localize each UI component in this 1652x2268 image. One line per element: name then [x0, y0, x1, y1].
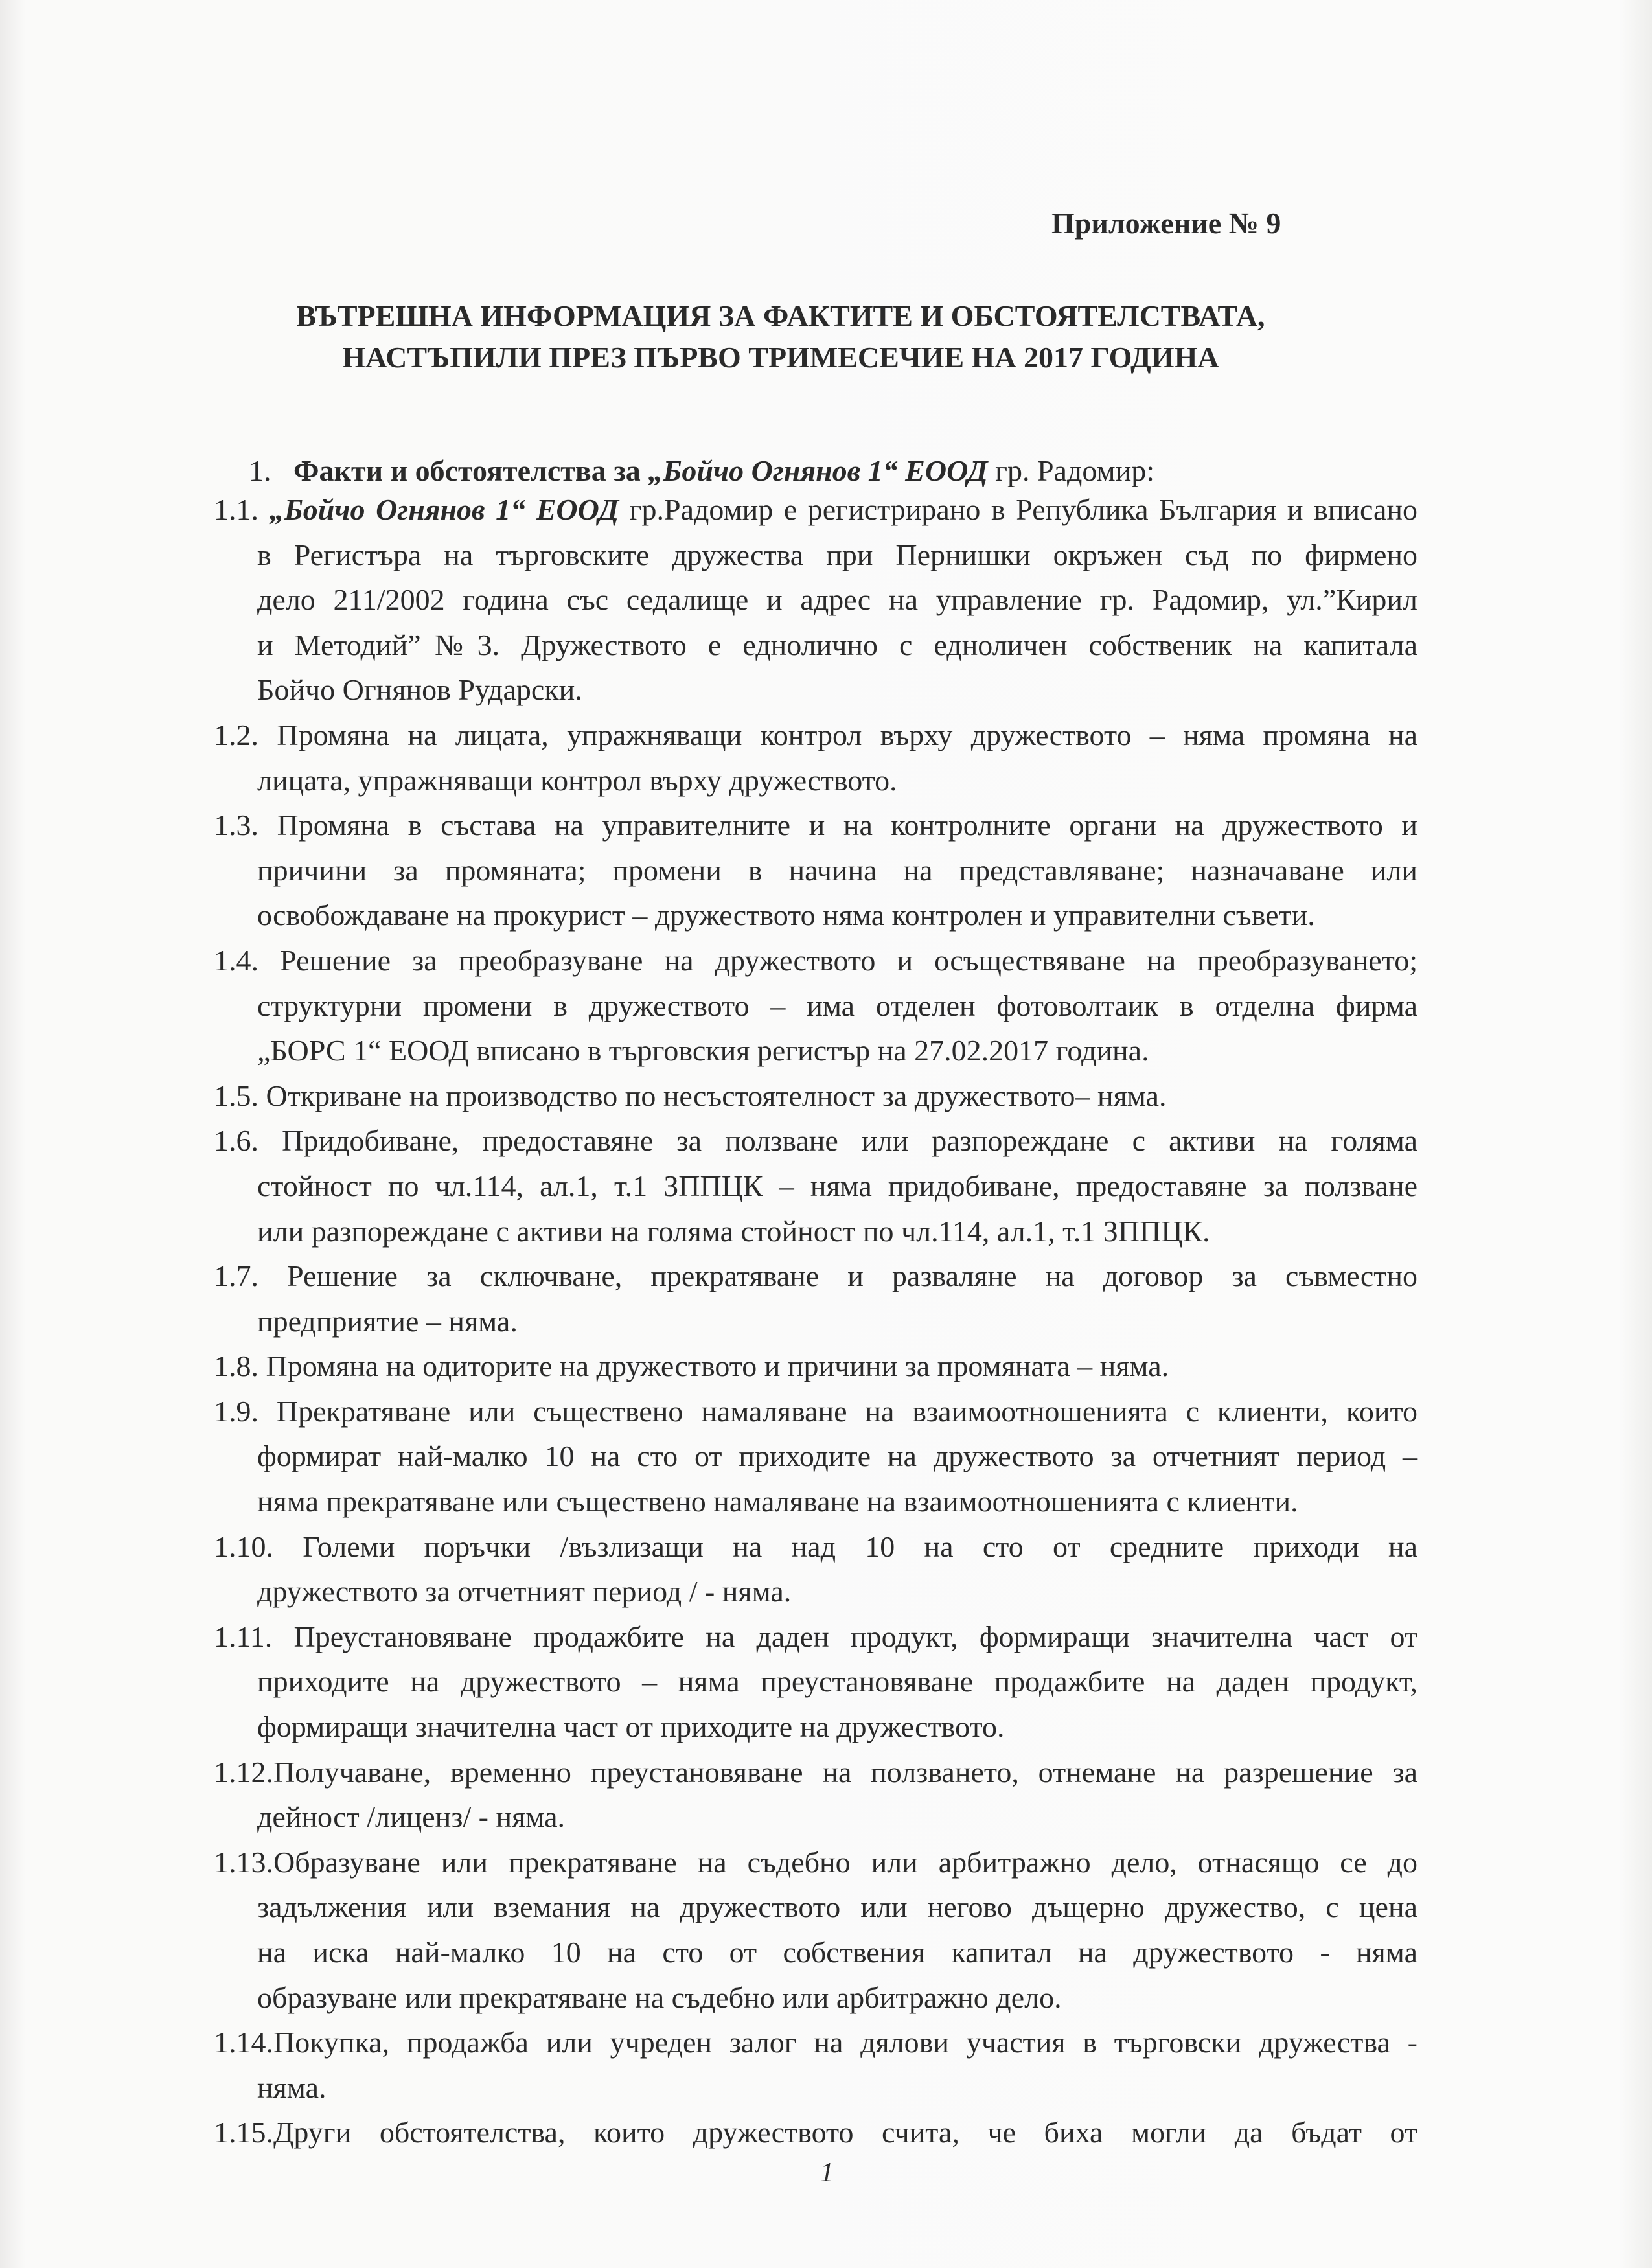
item-line [214, 1254, 1417, 1299]
item-line [257, 1163, 1417, 1209]
list-item [214, 1750, 1417, 1840]
item-line [257, 1028, 1417, 1073]
list-item [214, 938, 1417, 1073]
list-item [214, 487, 1417, 713]
item-line [257, 1975, 1417, 2021]
item-line [257, 848, 1417, 893]
item-line [257, 893, 1417, 938]
item-text: задължения или вземания на дружеството или негово дъщерно дружество, с цена [257, 1890, 1417, 1924]
item-line [257, 1704, 1417, 1750]
item-text: Промяна на лицата, упражняващи контрол върху дружеството – няма промяна на [277, 718, 1417, 751]
company-name: „Бойчо Огнянов 1“ ЕООД [269, 493, 619, 526]
item-line [257, 1884, 1417, 1930]
item-line [214, 803, 1417, 848]
item-line [257, 2065, 1417, 2111]
item-text: дейност /лиценз/ - няма. [257, 1800, 565, 1834]
list-item [214, 1389, 1417, 1524]
item-text: Прекратяване или съществено намаляване на взаимоотношенията с клиенти, които [276, 1394, 1418, 1428]
item-line [257, 1794, 1417, 1840]
title-line: ВЪТРЕШНА ИНФОРМАЦИЯ ЗА ФАКТИТЕ И ОБСТОЯТЕЛСТВАТА, [296, 299, 1265, 332]
item-text: структурни промени в дружеството – има отделен фотоволтаик в отделна фирма [257, 989, 1417, 1022]
item-text: формиращи значителна част от приходите на дружеството. [257, 1710, 1005, 1744]
item-text: предприятие – няма. [257, 1304, 518, 1338]
item-line [214, 1524, 1417, 1570]
item-line [214, 1389, 1417, 1434]
item-number: 1.3. [214, 808, 277, 842]
item-text: дружеството за отчетният период / - няма. [257, 1575, 792, 1609]
item-text: дело 211/2002 година със седалище и адрес на управление гр. Радомир, ул.”Кирил [257, 583, 1417, 617]
item-number: 1.2. [214, 718, 277, 751]
item-number: 1.4. [214, 943, 281, 977]
item-text: Придобиване, предоставяне за ползване или разпореждане с активи на голяма [282, 1124, 1417, 1158]
annex-label: Приложение № 9 [1051, 207, 1281, 240]
item-line [257, 1299, 1417, 1344]
item-text: няма прекратяване или съществено намаляване на взаимоотношенията с клиенти. [257, 1485, 1298, 1518]
document-title [0, 295, 1561, 378]
item-text: или разпореждане с активи на голяма стойност по чл.114, ал.1, т.1 ЗППЦК. [257, 1214, 1210, 1248]
item-line [214, 487, 1417, 533]
list-item [214, 803, 1417, 938]
item-number: 1.9. [214, 1394, 277, 1428]
item-text: лицата, упражняващи контрол върху дружеството. [257, 763, 897, 797]
item-line [214, 1118, 1417, 1163]
item-text: гр.Радомир е регистрирано в Република България и вписано [619, 493, 1418, 526]
item-text: освобождаване на прокурист – дружеството няма контролен и управителни съвети. [257, 899, 1315, 932]
item-text: Промяна на одиторите на дружеството и причини за промяната – няма. [266, 1349, 1169, 1383]
item-number: 1.6. [214, 1124, 282, 1158]
item-text: Други обстоятелства, които дружеството счита, че биха могли да бъдат от [273, 2116, 1417, 2149]
title-line: НАСТЪПИЛИ ПРЕЗ ПЪРВО ТРИМЕСЕЧИЕ НА 2017 ГОДИНА [342, 341, 1219, 374]
item-number: 1.5. [214, 1079, 266, 1112]
list-item [214, 1524, 1417, 1614]
item-number: 1.13. [214, 1845, 273, 1879]
item-line [257, 1479, 1417, 1524]
item-number: 1.10. [214, 1529, 303, 1563]
item-line [257, 1659, 1417, 1704]
item-text: Образуване или прекратяване на съдебно или арбитражно дело, отнасящо се до [273, 1845, 1417, 1879]
item-text: и Методий”№3. Дружеството е еднолично с едноличен собственик на капитала [257, 628, 1417, 661]
item-line [214, 1073, 1417, 1119]
item-line [257, 623, 1417, 668]
list-item [214, 1118, 1417, 1254]
item-line [214, 2110, 1417, 2155]
item-text: в Регистъра на търговските дружества при Пернишки окръжен съд по фирмено [257, 538, 1417, 571]
item-number: 1.7. [214, 1259, 288, 1293]
item-line [214, 1614, 1417, 1660]
item-text: причини за промяната; промени в начина на представляване; назначаване или [257, 853, 1417, 887]
section-heading [249, 448, 1154, 493]
list-item [214, 2110, 1417, 2155]
item-text: Преустановяване продажбите на даден продукт, формиращи значителна част от [293, 1620, 1417, 1653]
section-number: 1. [249, 454, 271, 487]
item-text: образуване или прекратяване на съдебно или арбитражно дело. [257, 1980, 1062, 2014]
list-item [214, 1840, 1417, 2020]
section-heading-bold: Факти и обстоятелства за [293, 454, 648, 487]
item-number: 1.15. [214, 2116, 273, 2149]
item-line [257, 533, 1417, 578]
item-text: Бойчо Огнянов Рударски. [257, 673, 582, 707]
item-text: приходите на дружеството – няма преустановяване продажбите на даден продукт, [257, 1665, 1417, 1699]
item-line [257, 1434, 1417, 1479]
item-line [257, 577, 1417, 623]
item-text: Решение за преобразуване на дружеството и осъществяване на преобразуването; [280, 943, 1418, 977]
item-line [214, 1750, 1417, 1795]
list-item [214, 1073, 1417, 1119]
item-line [214, 713, 1417, 758]
item-line [257, 1930, 1417, 1975]
company-name: „Бойчо Огнянов 1“ ЕООД [648, 454, 988, 487]
item-text: формират най-малко 10 на сто от приходите на дружеството за отчетният период – [257, 1439, 1417, 1473]
item-text: стойност по чл.114, ал.1, т.1 ЗППЦК – няма придобиване, предоставяне за ползване [257, 1169, 1417, 1202]
list-item [214, 1344, 1417, 1389]
item-number: 1.12. [214, 1755, 273, 1789]
item-text: Решение за сключване, прекратяване и разваляне на договор за съвместно [287, 1259, 1417, 1293]
item-line [214, 1840, 1417, 1885]
item-line [214, 1344, 1417, 1389]
item-text: Покупка, продажба или учреден залог на дялови участия в търговски дружества - [273, 2026, 1417, 2059]
item-line [257, 1209, 1417, 1254]
item-text: „БОРС 1“ ЕООД вписано в търговския регистър на 27.02.2017 година. [257, 1034, 1149, 1068]
list-item [214, 713, 1417, 803]
item-text: Големи поръчки /възлизащи на над 10 на сто от средните приходи на [303, 1529, 1418, 1563]
item-line [257, 758, 1417, 803]
section-heading-rest: гр. Радомир: [987, 454, 1154, 487]
item-number: 1.8. [214, 1349, 266, 1383]
item-text: Откриване на производство по несъстоятелност за дружеството– няма. [266, 1079, 1167, 1112]
list-item [214, 2020, 1417, 2110]
page-number: 1 [820, 2158, 834, 2188]
item-number: 1.11. [214, 1620, 294, 1653]
item-text: на иска най-малко 10 на сто от собствения капитал на дружеството - няма [257, 1936, 1417, 1969]
item-text: няма. [257, 2070, 327, 2104]
item-line [214, 938, 1417, 983]
item-text: Получаване, временно преустановяване на ползването, отнемане на разрешение за [273, 1755, 1417, 1789]
item-number: 1.1. [214, 493, 270, 526]
item-number: 1.14. [214, 2026, 273, 2059]
list-item [214, 1614, 1417, 1750]
item-line [257, 1569, 1417, 1614]
item-line [214, 2020, 1417, 2065]
items-list [214, 487, 1417, 2155]
item-line [257, 983, 1417, 1029]
item-line [257, 667, 1417, 713]
item-text: Промяна в състава на управителните и на контролните органи на дружеството и [277, 808, 1418, 842]
list-item [214, 1254, 1417, 1344]
